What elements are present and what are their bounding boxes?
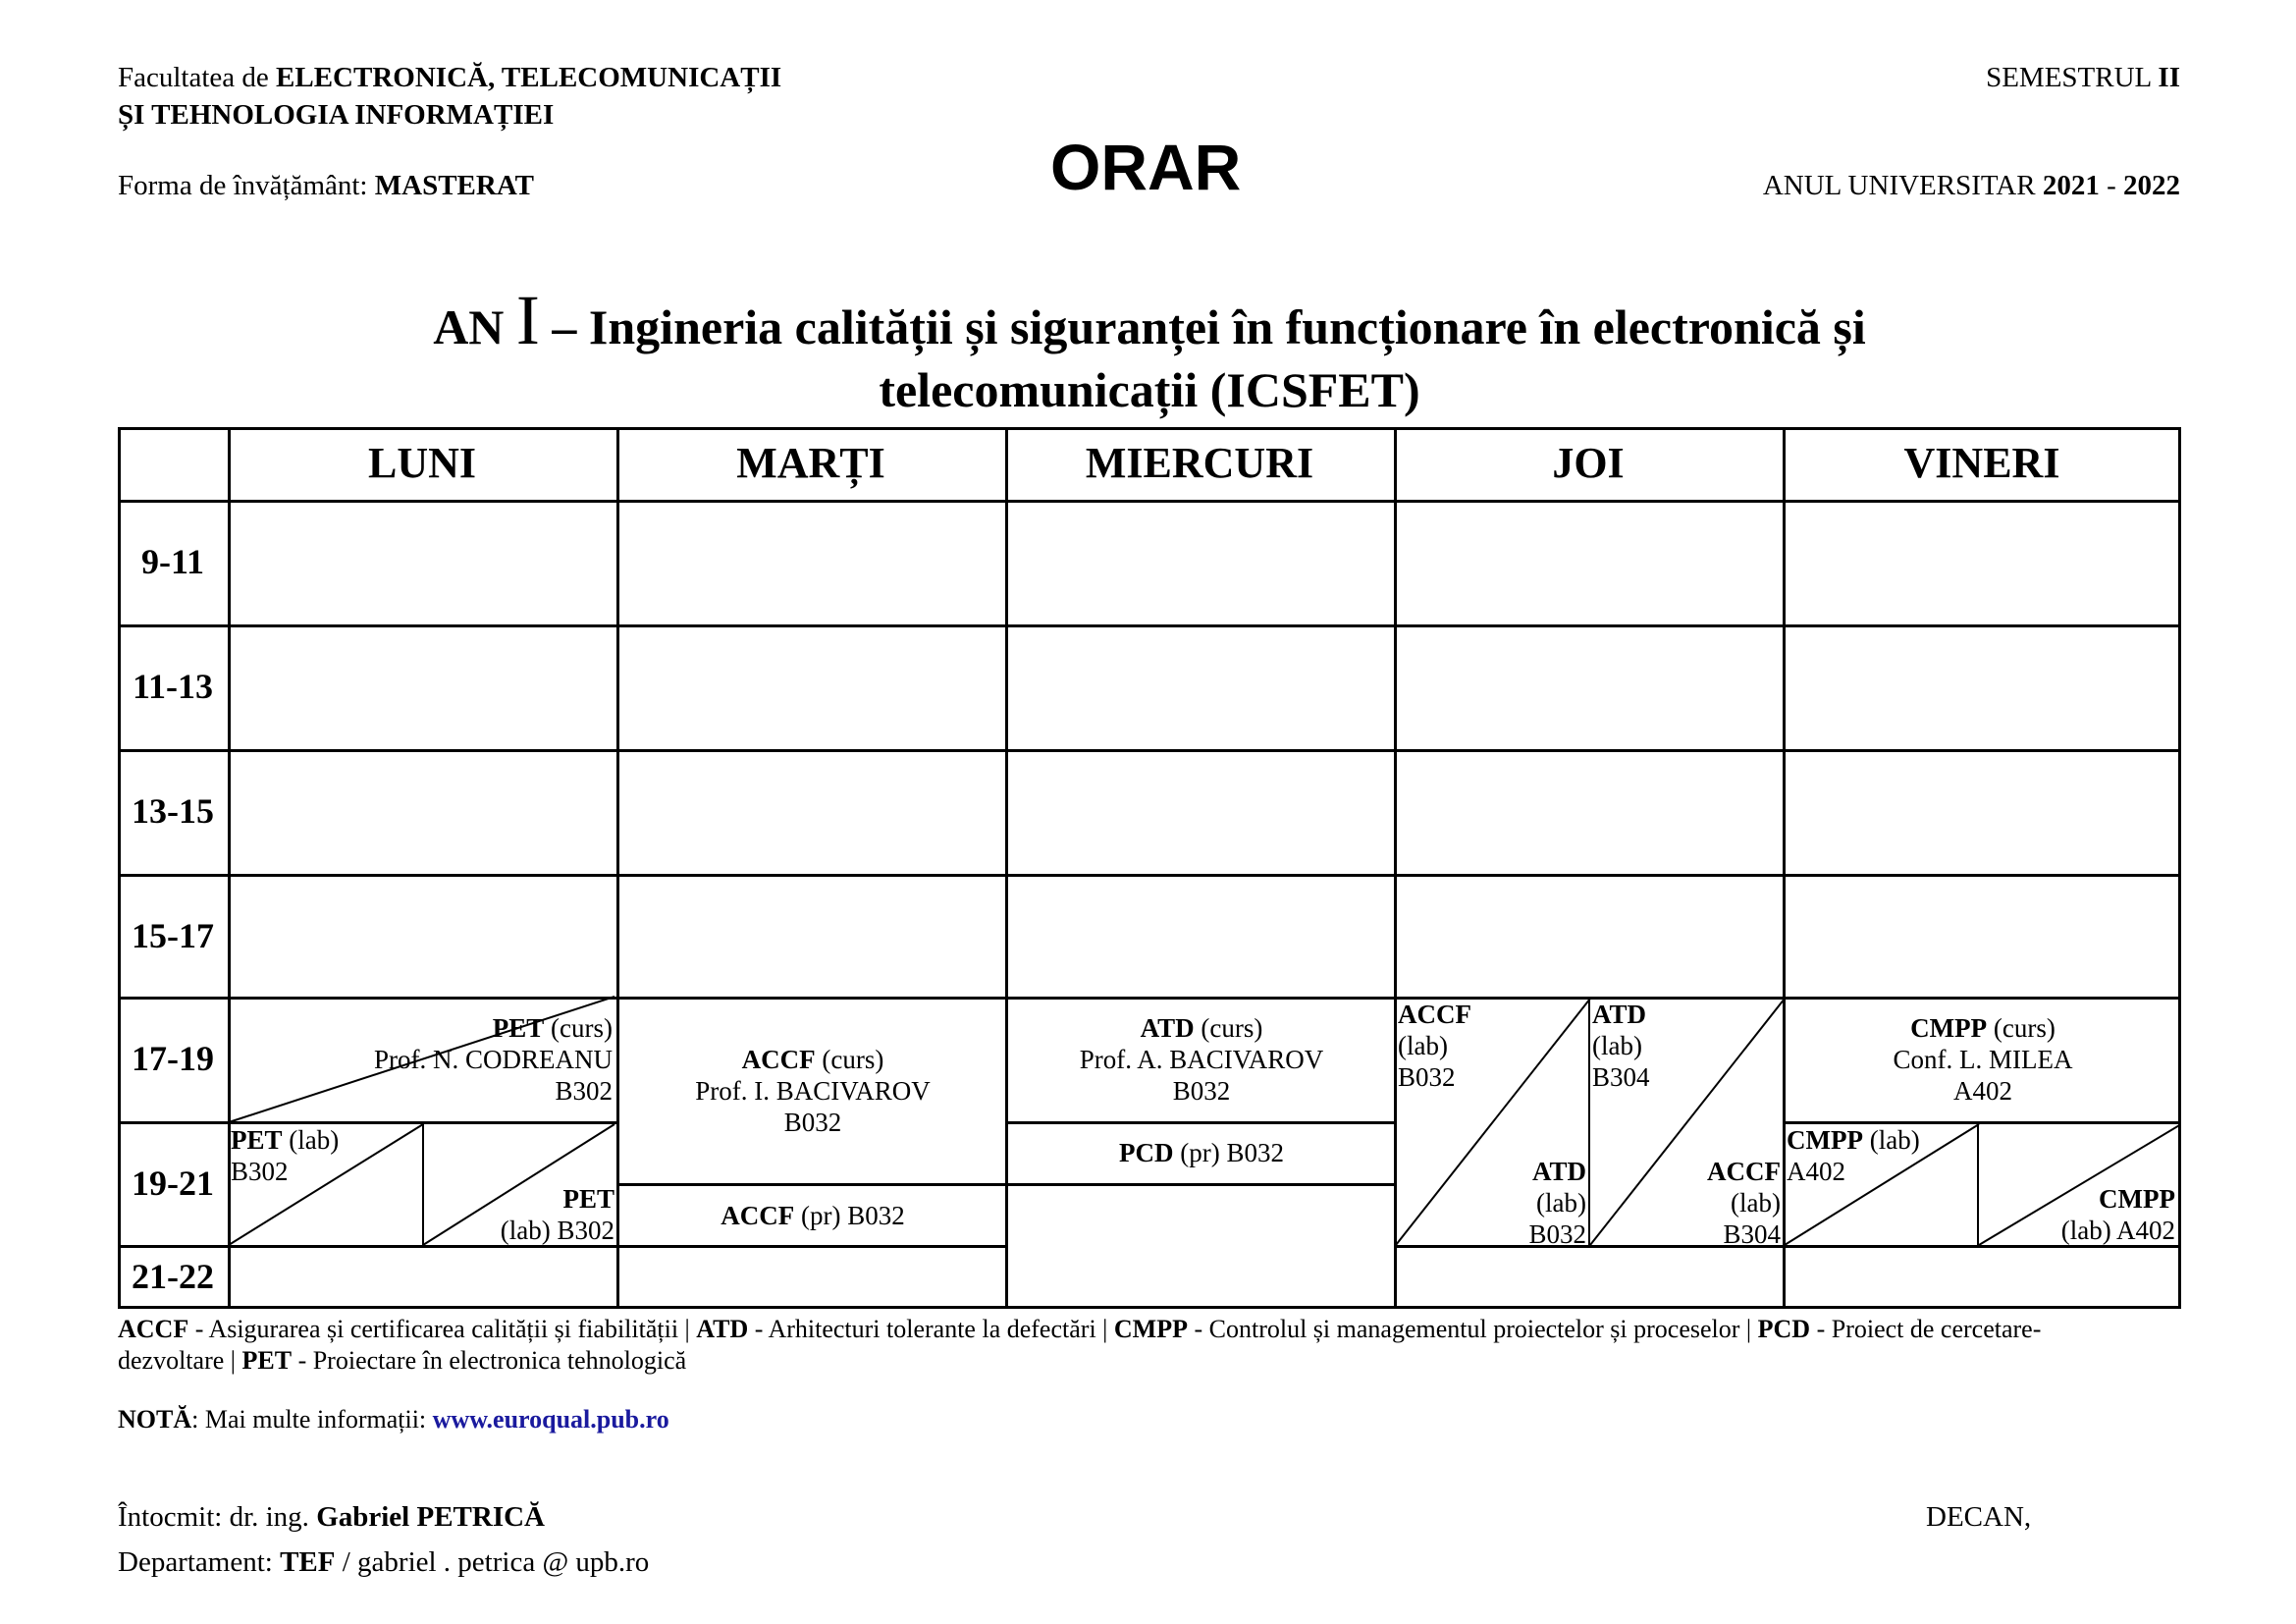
vineri-cmpp-lab-b: CMPP (lab) A402 — [2060, 1184, 2175, 1245]
joi-atd-lab-2: ATD (lab) B032 — [1528, 1157, 1586, 1249]
academic-year: ANUL UNIVERSITAR 2021 - 2022 — [1762, 170, 2180, 201]
slot-label: 9-11 — [140, 542, 204, 581]
day-header-luni: LUNI — [367, 439, 477, 487]
joi-atd-lab-1: ATD (lab) B304 — [1592, 1000, 1650, 1092]
website-link[interactable]: www.euroqual.pub.ro — [432, 1405, 669, 1434]
slot-label: 21-22 — [132, 1257, 214, 1296]
marti-accf-curs: ACCF (curs) Prof. I. BACIVAROV B032 — [695, 1045, 931, 1137]
timetable — [118, 427, 2181, 1309]
day-header-marti: MARȚI — [736, 439, 885, 487]
day-header-miercuri: MIERCURI — [1085, 439, 1314, 487]
joi-accf-lab-2: ACCF (lab) B304 — [1707, 1157, 1781, 1249]
luni-pet-curs: PET (curs) Prof. N. CODREANU B302 — [374, 1013, 613, 1106]
slot-label: 11-13 — [132, 667, 213, 706]
faculty-name: Facultatea de ELECTRONICĂ, TELECOMUNICAȚII ȘI TEHNOLOGIA INFORMAȚIEI — [118, 62, 782, 131]
prepared-by: Întocmit: dr. ing. Gabriel PETRICĂ — [118, 1501, 545, 1533]
miercuri-atd-curs: ATD (curs) Prof. A. BACIVAROV B032 — [1079, 1013, 1324, 1106]
study-form: Forma de învățământ: MASTERAT — [118, 170, 534, 201]
slot-label: 13-15 — [132, 791, 214, 831]
day-header-vineri: VINERI — [1903, 439, 2060, 487]
miercuri-pcd-pr: PCD (pr) B032 — [1119, 1138, 1284, 1167]
vineri-cmpp-lab-a: CMPP (lab) A402 — [1787, 1125, 1920, 1186]
day-header-joi: JOI — [1552, 439, 1625, 487]
semester: SEMESTRUL II — [1986, 62, 2180, 93]
luni-pet-lab-a: PET (lab) B302 — [231, 1125, 340, 1186]
slot-label: 15-17 — [132, 916, 214, 955]
program-title: AN I – Ingineria calității și siguranței în funcționare în electronică și telecomunicații (ICSFET) — [433, 281, 1866, 417]
vineri-cmpp-curs: CMPP (curs) Conf. L. MILEA A402 — [1893, 1013, 2073, 1106]
department: Departament: TEF / gabriel . petrica @ upb.ro — [118, 1546, 650, 1578]
marti-accf-pr: ACCF (pr) B032 — [721, 1201, 905, 1230]
slot-label: 17-19 — [132, 1039, 214, 1078]
dean-signature-label: DECAN, — [1926, 1501, 2032, 1533]
luni-pet-lab-b: PET (lab) B302 — [500, 1184, 614, 1245]
joi-accf-lab-1: ACCF (lab) B032 — [1398, 1000, 1471, 1092]
note: NOTĂ: Mai multe informații: www.euroqual.pub.ro — [118, 1405, 669, 1434]
abbreviation-legend: ACCF - Asigurarea și certificarea calității și fiabilității | ATD - Arhitecturi tolerante la defectări | CMPP - Controlul și managementul proiectelor și proceselor | PCD - Proiect de cercetare- dezvoltare | PET - Proiectare în electronica tehnologică — [118, 1315, 2042, 1375]
slot-label: 19-21 — [132, 1164, 214, 1203]
page-title: ORAR — [1050, 131, 1242, 203]
